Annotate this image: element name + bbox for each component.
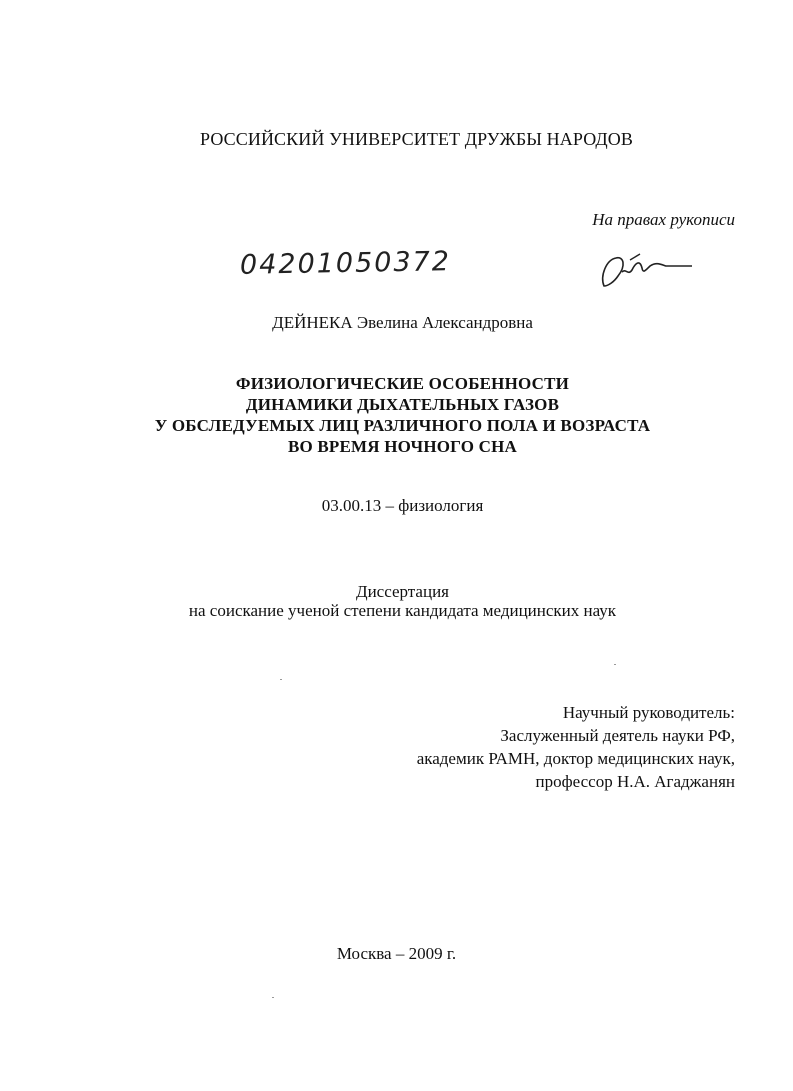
university-name: РОССИЙСКИЙ УНИВЕРСИТЕТ ДРУЖБЫ НАРОДОВ — [200, 129, 633, 149]
title-line-1: ФИЗИОЛОГИЧЕСКИЕ ОСОБЕННОСТИ — [235, 374, 570, 393]
specialty-code: 03.00.13 – физиология — [321, 496, 484, 515]
author-name: ДЕЙНЕКА Эвелина Александровна — [272, 313, 533, 332]
handwritten-registration-number: 04201050372 — [239, 246, 452, 281]
author-signature — [596, 246, 696, 294]
title-line-4: ВО ВРЕМЯ НОЧНОГО СНА — [287, 437, 518, 456]
dissertation-description: на соискание ученой степени кандидата медицинских наук — [188, 601, 617, 620]
scan-speck — [614, 664, 616, 665]
scan-speck — [280, 679, 282, 680]
dissertation-title — [6, 373, 793, 457]
title-line-3: У ОБСЛЕДУЕМЫХ ЛИЦ РАЗЛИЧНОГО ПОЛА И ВОЗРАСТА — [154, 416, 651, 435]
supervisor-name: профессор Н.А. Агаджанян — [535, 772, 735, 791]
supervisor-block — [417, 701, 735, 793]
supervisor-title: Заслуженный деятель науки РФ, — [500, 726, 735, 745]
title-line-2: ДИНАМИКИ ДЫХАТЕЛЬНЫХ ГАЗОВ — [245, 395, 560, 414]
supervisor-heading: Научный руководитель: — [562, 703, 735, 722]
scan-speck — [272, 997, 274, 998]
city-year: Москва – 2009 г. — [336, 944, 457, 963]
manuscript-rights-note: На правах рукописи — [592, 210, 735, 229]
supervisor-degree: академик РАМН, доктор медицинских наук, — [416, 749, 735, 768]
dissertation-type: Диссертация — [355, 582, 449, 601]
